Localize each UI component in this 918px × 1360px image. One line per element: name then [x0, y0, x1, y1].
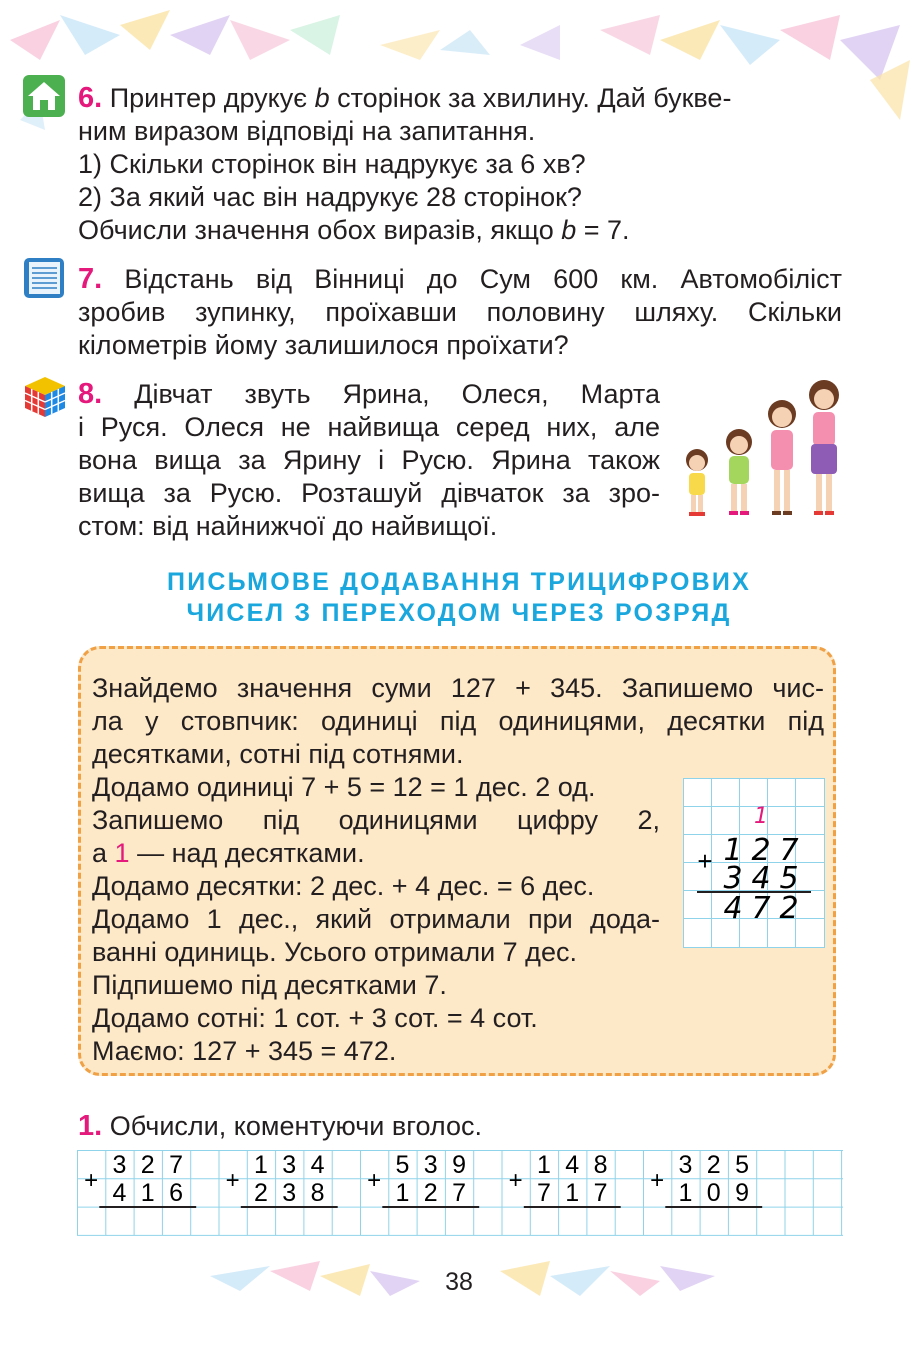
rule-line: ла у стовпчик: одиниці під одиницями, десятки під [92, 706, 824, 736]
exercise-digit: 2 [140, 1151, 155, 1179]
rule-line: Додамо десятки: 2 дес. + 4 дес. = 6 дес. [92, 871, 595, 901]
girl-figure [809, 380, 839, 515]
task-7-line: кілометрів йому залишилося проїхати? [78, 330, 569, 360]
task-6-line: Обчисли значення обох виразів, якщо b = 7. [78, 215, 630, 245]
plus-sign: + [697, 846, 713, 876]
exercise-1-number: 1. [78, 1110, 103, 1142]
exercise-digit: 4 [565, 1151, 580, 1179]
column-addition-example [683, 778, 825, 948]
task-7-line: зробив зупинку, проїхавши половину шляху. Скільки [78, 297, 842, 327]
exercise-digit: 3 [282, 1151, 297, 1179]
rule-line: Додамо сотні: 1 сот. + 3 сот. = 4 сот. [92, 1003, 538, 1033]
rule-line: Додамо 1 дес., який отримали при дода- [92, 904, 660, 934]
rule-line: Запишемо під одиницями цифру 2, [92, 805, 660, 835]
exercise-digit: 1 [536, 1151, 551, 1179]
exercise-digit: 8 [310, 1179, 325, 1207]
task-6-text: Принтер друкує [109, 83, 315, 113]
exercise-digit: 3 [423, 1151, 438, 1179]
exercise-digit: 2 [253, 1179, 268, 1207]
exercise-1-text: Обчисли, коментуючи вголос. [109, 1111, 482, 1141]
exercise-digit: 7 [452, 1179, 467, 1207]
task-6 [78, 82, 842, 247]
example-digit: 7 [779, 833, 799, 868]
exercise-digit: 3 [678, 1151, 693, 1179]
exercise-digit: 4 [310, 1151, 325, 1179]
girl-figure [768, 400, 796, 515]
exercise-digit: 5 [735, 1151, 750, 1179]
example-result-digit: 7 [751, 891, 771, 926]
girls-illustration [672, 378, 852, 528]
exercise-1 [78, 1110, 482, 1143]
task-6-text: сторінок за хвилину. Дай букве- [329, 83, 732, 113]
task-8-line: стом: від найнижчої до найвищої. [78, 511, 498, 541]
girl-figure [726, 429, 752, 515]
example-result-digit: 2 [779, 891, 799, 926]
exercise-digit: 1 [678, 1179, 693, 1207]
task-8-line: вища за Русю. Розташуй дівчаток за зро- [78, 478, 660, 508]
exercise-1-grid [77, 1150, 843, 1238]
exercise-digit: 1 [395, 1179, 410, 1207]
exercise-digit: 9 [735, 1179, 750, 1207]
section-title-line: ЧИСЕЛ З ПЕРЕХОДОМ ЧЕРЕЗ РОЗРЯД [186, 599, 732, 627]
exercise-digit: 7 [169, 1151, 184, 1179]
example-digit: 2 [751, 833, 771, 868]
example-result-digit: 4 [723, 891, 743, 926]
exercise-digit: 1 [253, 1151, 268, 1179]
plus-sign: + [650, 1167, 665, 1194]
exercise-digit: 9 [452, 1151, 467, 1179]
notebook-icon [22, 256, 66, 300]
exercise-digit: 2 [706, 1151, 721, 1179]
exercise-digit: 8 [593, 1151, 608, 1179]
variable-b: b [314, 83, 330, 113]
rule-line: ванні одиниць. Усього отримали 7 дес. [92, 937, 577, 967]
decorative-bottom-border [200, 1256, 720, 1306]
example-digit: 4 [751, 861, 771, 896]
exercise-digit: 3 [282, 1179, 297, 1207]
task-6-question-1: 1) Скільки сторінок він надрукує за 6 хв? [78, 149, 586, 179]
task-7-number: 7. [78, 263, 103, 295]
girl-figure [686, 449, 708, 516]
plus-sign: + [367, 1167, 382, 1194]
rule-text [92, 771, 660, 1068]
carry-digit: 1 [114, 838, 130, 868]
example-digit: 5 [779, 861, 799, 896]
home-icon [22, 74, 66, 118]
rule-line: Підпишемо під десятками 7. [92, 970, 447, 1000]
variable-b: b [561, 215, 577, 245]
rule-text [92, 672, 824, 771]
example-carry: 1 [754, 804, 768, 829]
exercise-digit: 1 [140, 1179, 155, 1207]
example-digit: 1 [723, 833, 743, 868]
exercise-digit: 4 [112, 1179, 127, 1207]
section-title [78, 567, 840, 629]
exercise-digit: 0 [706, 1179, 721, 1207]
page-number: 38 [445, 1268, 473, 1296]
task-6-number: 6. [78, 82, 103, 114]
exercise-digit: 7 [536, 1179, 551, 1207]
rule-line: Додамо одиниці 7 + 5 = 12 = 1 дес. 2 од. [92, 772, 596, 802]
task-6-line: ним виразом відповіді на запитання. [78, 116, 536, 146]
task-8: 8. Дівчат звуть Ярина, Олеся, Марта і Руся. Олеся не найвища серед них, але вона вища за Ярину і Русю. Ярина також вища за Русю. Розташуй дівчаток за зро- стом: від найнижчої до найвищої. [78, 378, 660, 541]
task-6-question-2: 2) За який час він надрукує 28 сторінок? [78, 182, 582, 212]
exercise-digit: 3 [112, 1151, 127, 1179]
rule-line: Знайдемо значення суми 127 + 345. Запишемо чис- [92, 673, 824, 703]
rule-line: а 1 — над десятками. [92, 838, 365, 868]
rule-line: десятками, сотні під сотнями. [92, 739, 464, 769]
section-title-line: ПИСЬМОВЕ ДОДАВАННЯ ТРИЦИФРОВИХ [167, 568, 751, 596]
task-7: 7. Відстань від Вінниці до Сум 600 км. Автомобіліст зробив зупинку, проїхавши половину шляху. Скільки кілометрів йому залишилося проїхати? [78, 263, 842, 360]
task-8-number: 8. [78, 378, 103, 410]
exercise-digit: 2 [423, 1179, 438, 1207]
exercise-digit: 6 [169, 1179, 184, 1207]
task-8-line: і Руся. Олеся не найвища серед них, але [78, 412, 660, 442]
rule-line: Маємо: 127 + 345 = 472. [92, 1036, 397, 1066]
rubik-cube-icon [22, 374, 66, 418]
task-8-line: вона вища за Ярину і Русю. Ярина також [78, 445, 660, 475]
exercise-digit: 7 [593, 1179, 608, 1207]
plus-sign: + [508, 1167, 523, 1194]
exercise-digit: 1 [565, 1179, 580, 1207]
plus-sign: + [84, 1167, 99, 1194]
exercise-digit: 5 [395, 1151, 410, 1179]
plus-sign: + [225, 1167, 240, 1194]
example-digit: 3 [723, 861, 743, 896]
